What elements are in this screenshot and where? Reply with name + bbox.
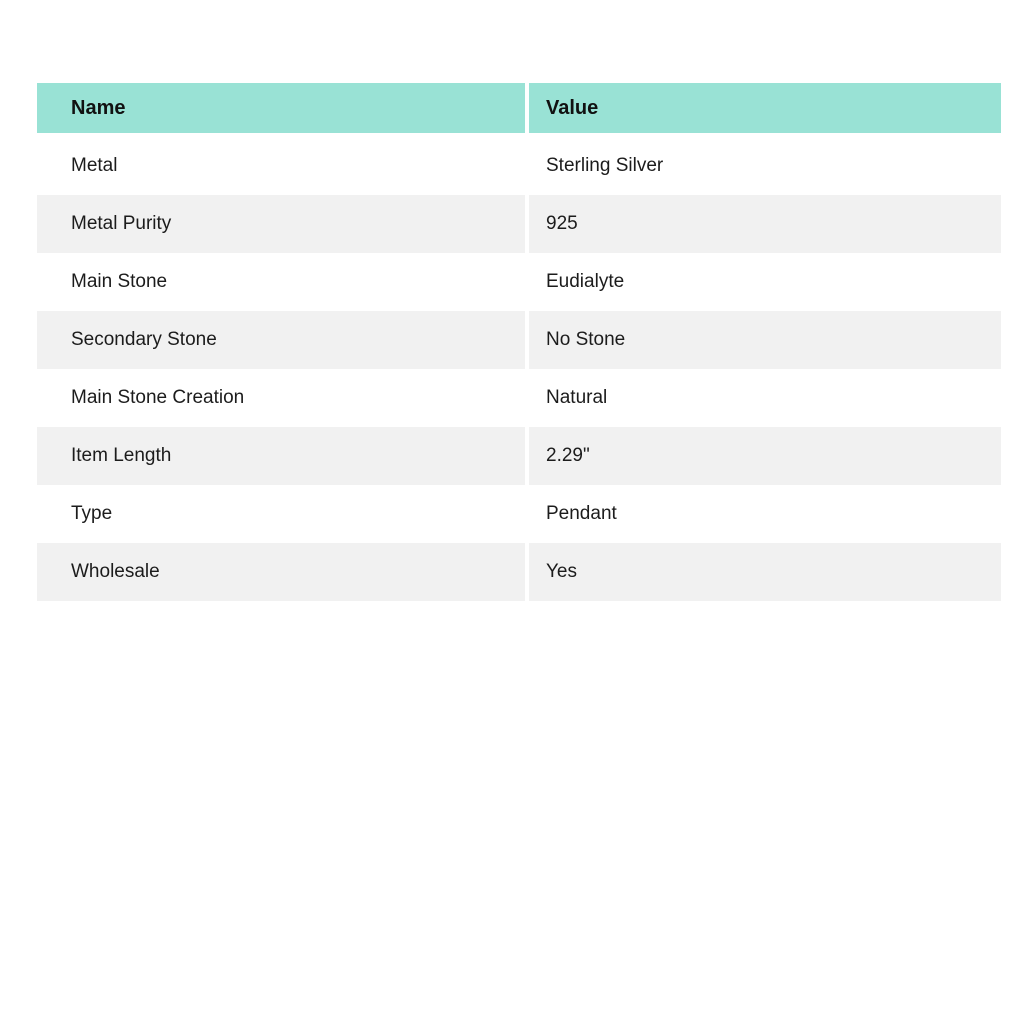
- table-row: [37, 137, 1001, 195]
- spec-name-cell: Type: [37, 485, 525, 543]
- spec-value-cell: Yes: [529, 543, 1001, 601]
- column-header-value: Value: [529, 83, 1001, 133]
- spec-value-cell: Sterling Silver: [529, 137, 1001, 195]
- spec-name-cell: Main Stone: [37, 253, 525, 311]
- spec-value-cell: No Stone: [529, 311, 1001, 369]
- spec-name-cell: Metal: [37, 137, 525, 195]
- table-body: [37, 137, 1001, 601]
- table-row: [37, 311, 1001, 369]
- spec-name-cell: Metal Purity: [37, 195, 525, 253]
- spec-name-cell: Item Length: [37, 427, 525, 485]
- table-row: [37, 369, 1001, 427]
- spec-value-cell: Eudialyte: [529, 253, 1001, 311]
- column-header-name: Name: [37, 83, 525, 133]
- table-row: [37, 427, 1001, 485]
- spec-name-cell: Secondary Stone: [37, 311, 525, 369]
- table-row: [37, 253, 1001, 311]
- table-header-row: [37, 83, 1001, 133]
- table-row: [37, 485, 1001, 543]
- product-spec-table: [37, 83, 1001, 601]
- spec-value-cell: 2.29": [529, 427, 1001, 485]
- spec-name-cell: Main Stone Creation: [37, 369, 525, 427]
- table-row: [37, 195, 1001, 253]
- spec-value-cell: Pendant: [529, 485, 1001, 543]
- spec-name-cell: Wholesale: [37, 543, 525, 601]
- table-row: [37, 543, 1001, 601]
- spec-value-cell: 925: [529, 195, 1001, 253]
- spec-value-cell: Natural: [529, 369, 1001, 427]
